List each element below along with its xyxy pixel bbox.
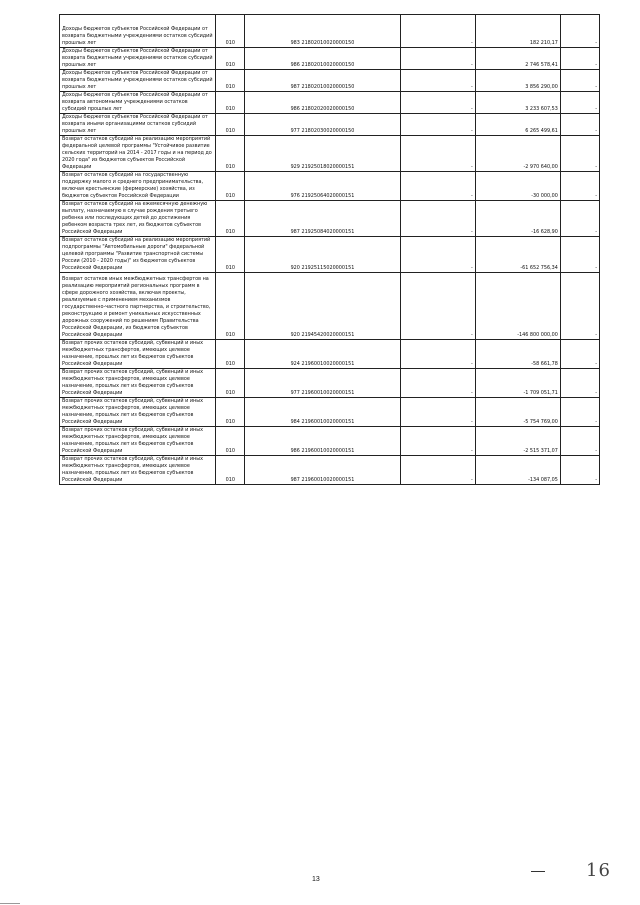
- row-budget-code-cell: [245, 398, 400, 427]
- row-remainder-text: -: [595, 106, 597, 112]
- row-budget-code-text: 987 21925084020000151: [290, 229, 355, 235]
- row-name-cell: [60, 136, 216, 172]
- row-budget-code-text: 987 21802010020000150: [290, 84, 355, 90]
- row-budget-code-cell: [245, 340, 400, 369]
- row-planned-cell: [400, 201, 475, 237]
- row-executed-cell: [475, 15, 560, 48]
- row-line-code-cell: [216, 273, 245, 340]
- row-remainder-text: -: [595, 332, 597, 338]
- row-planned-text: -: [470, 332, 473, 338]
- table-row: [60, 92, 600, 114]
- row-line-code-cell: [216, 48, 245, 70]
- row-name-text: Возврат прочих остатков субсидий, субвенций и иных межбюджетных трансфертов, имеющих целевое назначение, прошлых лет из бюджетов субъектов Российской Федерации: [62, 369, 204, 396]
- row-remainder-text: -: [595, 419, 597, 425]
- row-executed-text: -16 628,90: [531, 229, 558, 235]
- row-budget-code-text: 986 21802010020000150: [290, 62, 355, 68]
- row-budget-code-cell: [245, 92, 400, 114]
- row-planned-text: -: [470, 477, 473, 483]
- row-executed-cell: [475, 92, 560, 114]
- row-name-cell: [60, 114, 216, 136]
- row-executed-cell: [475, 114, 560, 136]
- row-planned-cell: [400, 92, 475, 114]
- row-name-text: Возврат остатков субсидий на реализацию мероприятий федеральной целевой программы "Устойчивое развитие сельских территорий на 2014 - 2017 годы и на период до 2020 года" из бюджетов субъектов Российской Федерации: [62, 136, 212, 170]
- budget-report-table: [59, 14, 600, 485]
- row-line-code-cell: [216, 172, 245, 201]
- row-remainder-text: -: [595, 164, 597, 170]
- row-remainder-text: -: [595, 229, 597, 235]
- row-executed-text: 182 210,17: [529, 40, 558, 46]
- row-budget-code-text: 977 21802030020000150: [290, 128, 355, 134]
- row-name-cell: [60, 237, 216, 273]
- row-executed-text: -58 661,78: [531, 361, 558, 367]
- row-remainder-cell: [560, 427, 599, 456]
- row-name-text: Возврат остатков субсидий на реализацию мероприятий подпрограммы "Автомобильные дороги" федеральной целевой программы "Развитие транспортной системы России (2010 - 2020 годы)" из бюджетов субъектов Российской Федерации: [62, 237, 211, 271]
- row-name-text: Доходы бюджетов субъектов Российской Федерации от возврата бюджетными учреждениями остатков субсидий прошлых лет: [62, 26, 213, 46]
- row-executed-cell: [475, 48, 560, 70]
- table-row: [60, 172, 600, 201]
- row-planned-text: -: [470, 62, 473, 68]
- row-line-code-cell: [216, 15, 245, 48]
- row-executed-cell: [475, 273, 560, 340]
- scan-edge-line: [0, 903, 20, 904]
- row-remainder-text: -: [595, 265, 597, 271]
- row-executed-cell: [475, 172, 560, 201]
- row-remainder-text: -: [595, 84, 597, 90]
- row-executed-cell: [475, 398, 560, 427]
- table-row: [60, 456, 600, 485]
- row-planned-cell: [400, 15, 475, 48]
- row-remainder-cell: [560, 398, 599, 427]
- row-budget-code-text: 920 21945420020000151: [290, 332, 355, 338]
- row-name-text: Доходы бюджетов субъектов Российской Федерации от возврата бюджетными учреждениями остатков субсидий прошлых лет: [62, 70, 213, 90]
- row-name-cell: [60, 48, 216, 70]
- row-budget-code-cell: [245, 273, 400, 340]
- row-budget-code-text: 986 21802020020000150: [290, 106, 355, 112]
- row-name-text: Доходы бюджетов субъектов Российской Федерации от возврата бюджетными учреждениями остатков субсидий прошлых лет: [62, 48, 213, 68]
- row-line-code-cell: [216, 237, 245, 273]
- row-budget-code-cell: [245, 172, 400, 201]
- row-planned-text: -: [470, 193, 473, 199]
- table-row: [60, 70, 600, 92]
- row-executed-cell: [475, 340, 560, 369]
- row-name-cell: [60, 273, 216, 340]
- row-budget-code-cell: [245, 369, 400, 398]
- row-planned-text: -: [470, 128, 473, 134]
- row-line-code-text: 010: [225, 390, 235, 396]
- row-budget-code-text: 986 21960010020000151: [290, 448, 355, 454]
- row-planned-text: -: [470, 448, 473, 454]
- footer-dash: [531, 871, 545, 872]
- row-remainder-text: -: [595, 477, 597, 483]
- table-row: [60, 48, 600, 70]
- row-line-code-text: 010: [225, 62, 235, 68]
- row-budget-code-cell: [245, 15, 400, 48]
- row-name-text: Возврат прочих остатков субсидий, субвенций и иных межбюджетных трансфертов, имеющих целевое назначение, прошлых лет из бюджетов субъектов Российской Федерации: [62, 398, 204, 425]
- row-name-text: Возврат остатков субсидий на государственную поддержку малого и среднего предпринимательства, включая крестьянские (фермерские) хозяйства, из бюджетов субъектов Российской Федерации: [62, 172, 204, 199]
- row-line-code-text: 010: [225, 332, 235, 338]
- row-executed-cell: [475, 136, 560, 172]
- table-row: [60, 398, 600, 427]
- row-planned-text: -: [470, 40, 473, 46]
- row-line-code-text: 010: [225, 477, 235, 483]
- row-line-code-text: 010: [225, 361, 235, 367]
- row-remainder-text: -: [595, 193, 597, 199]
- row-executed-text: -146 800 000,00: [517, 332, 558, 338]
- row-line-code-cell: [216, 427, 245, 456]
- row-budget-code-cell: [245, 456, 400, 485]
- row-remainder-cell: [560, 70, 599, 92]
- row-planned-cell: [400, 114, 475, 136]
- row-budget-code-cell: [245, 114, 400, 136]
- row-executed-text: -1 709 051,71: [523, 390, 558, 396]
- row-budget-code-cell: [245, 201, 400, 237]
- row-line-code-cell: [216, 340, 245, 369]
- row-remainder-cell: [560, 369, 599, 398]
- row-budget-code-text: 924 21960010020000151: [290, 361, 355, 367]
- row-line-code-cell: [216, 398, 245, 427]
- row-line-code-cell: [216, 456, 245, 485]
- row-remainder-cell: [560, 456, 599, 485]
- row-planned-text: -: [470, 84, 473, 90]
- row-name-text: Доходы бюджетов субъектов Российской Федерации от возврата автономными учреждениями остатков субсидий прошлых лет: [62, 92, 208, 112]
- table-row: [60, 369, 600, 398]
- row-budget-code-cell: [245, 136, 400, 172]
- row-line-code-text: 010: [225, 128, 235, 134]
- row-planned-cell: [400, 427, 475, 456]
- row-planned-cell: [400, 456, 475, 485]
- row-executed-text: -2 970 640,00: [523, 164, 558, 170]
- row-name-text: Возврат прочих остатков субсидий, субвенций и иных межбюджетных трансфертов, имеющих целевое назначение, прошлых лет из бюджетов субъектов Российской Федерации: [62, 456, 204, 483]
- table-row: [60, 237, 600, 273]
- row-executed-text: -134 087,05: [528, 477, 558, 483]
- row-remainder-text: -: [595, 361, 597, 367]
- row-line-code-text: 010: [225, 448, 235, 454]
- report-table-container: [59, 14, 600, 485]
- row-line-code-text: 010: [225, 106, 235, 112]
- row-line-code-cell: [216, 70, 245, 92]
- row-name-cell: [60, 427, 216, 456]
- row-executed-text: 3 856 290,00: [525, 84, 558, 90]
- row-planned-cell: [400, 340, 475, 369]
- row-remainder-cell: [560, 237, 599, 273]
- row-executed-cell: [475, 369, 560, 398]
- row-planned-cell: [400, 237, 475, 273]
- row-planned-cell: [400, 398, 475, 427]
- row-line-code-text: 010: [225, 164, 235, 170]
- row-line-code-text: 010: [225, 40, 235, 46]
- row-line-code-cell: [216, 92, 245, 114]
- row-remainder-text: -: [595, 390, 597, 396]
- row-planned-text: -: [470, 265, 473, 271]
- table-row: [60, 340, 600, 369]
- row-budget-code-text: 987 21960010020000151: [290, 477, 355, 483]
- row-remainder-text: -: [595, 128, 597, 134]
- row-budget-code-cell: [245, 48, 400, 70]
- row-name-text: Доходы бюджетов субъектов Российской Федерации от возврата иными организациями остатков субсидий прошлых лет: [62, 114, 208, 134]
- row-name-text: Возврат остатков иных межбюджетных трансфертов на реализацию мероприятий региональных программ в сфере дорожного хозяйства, включая проекты, реализуемые с применением механизмов государственно-частного партнерства, и строительство, реконструкцию и ремонт уникальных искусственных дорожных сооружений по решениям Правительства Российской Федерации, из бюджетов субъектов Российской Федерации: [62, 276, 211, 338]
- row-remainder-text: -: [595, 448, 597, 454]
- row-name-cell: [60, 340, 216, 369]
- handwritten-page-number: 16: [586, 860, 611, 881]
- row-budget-code-text: 976 21925064020000151: [290, 193, 355, 199]
- row-executed-text: -2 515 371,07: [523, 448, 558, 454]
- row-line-code-text: 010: [225, 229, 235, 235]
- page-number: 13: [312, 876, 320, 883]
- row-executed-text: 6 265 499,61: [525, 128, 558, 134]
- row-budget-code-cell: [245, 237, 400, 273]
- row-planned-text: -: [470, 419, 473, 425]
- row-line-code-cell: [216, 201, 245, 237]
- table-body: [60, 15, 600, 485]
- row-name-cell: [60, 398, 216, 427]
- row-planned-cell: [400, 369, 475, 398]
- row-planned-cell: [400, 48, 475, 70]
- row-remainder-cell: [560, 201, 599, 237]
- row-executed-cell: [475, 456, 560, 485]
- row-name-cell: [60, 70, 216, 92]
- row-executed-text: -30 000,00: [531, 193, 558, 199]
- row-budget-code-text: 983 21802010020000150: [290, 40, 355, 46]
- row-executed-text: 2 746 578,41: [525, 62, 558, 68]
- row-line-code-text: 010: [225, 84, 235, 90]
- row-name-cell: [60, 92, 216, 114]
- table-row: [60, 273, 600, 340]
- row-name-cell: [60, 201, 216, 237]
- row-budget-code-cell: [245, 70, 400, 92]
- row-line-code-cell: [216, 114, 245, 136]
- row-name-text: Возврат остатков субсидий на ежемесячную денежную выплату, назначаемую в случае рождения третьего ребенка или последующих детей до достижения ребенком возраста трех лет, из бюджетов субъектов Российской Федерации: [62, 201, 208, 235]
- row-planned-cell: [400, 273, 475, 340]
- row-line-code-text: 010: [225, 193, 235, 199]
- row-remainder-text: -: [595, 62, 597, 68]
- row-name-text: Возврат прочих остатков субсидий, субвенций и иных межбюджетных трансфертов, имеющих целевое назначение, прошлых лет из бюджетов субъектов Российской Федерации: [62, 427, 204, 454]
- row-line-code-cell: [216, 136, 245, 172]
- row-budget-code-text: 984 21960010020000151: [290, 419, 355, 425]
- row-executed-text: 3 233 607,53: [525, 106, 558, 112]
- row-budget-code-text: 929 21925018020000151: [290, 164, 355, 170]
- row-planned-text: -: [470, 106, 473, 112]
- table-row: [60, 201, 600, 237]
- row-executed-cell: [475, 70, 560, 92]
- row-executed-cell: [475, 427, 560, 456]
- row-remainder-cell: [560, 136, 599, 172]
- row-remainder-cell: [560, 340, 599, 369]
- row-line-code-cell: [216, 369, 245, 398]
- row-name-text: Возврат прочих остатков субсидий, субвенций и иных межбюджетных трансфертов, имеющих целевое назначение, прошлых лет из бюджетов субъектов Российской Федерации: [62, 340, 204, 367]
- row-name-cell: [60, 369, 216, 398]
- row-planned-text: -: [470, 164, 473, 170]
- row-planned-cell: [400, 70, 475, 92]
- row-remainder-cell: [560, 273, 599, 340]
- row-planned-text: -: [470, 390, 473, 396]
- row-remainder-cell: [560, 114, 599, 136]
- row-remainder-cell: [560, 48, 599, 70]
- row-name-cell: [60, 172, 216, 201]
- row-planned-text: -: [470, 361, 473, 367]
- row-executed-text: -61 652 756,34: [520, 265, 558, 271]
- row-executed-cell: [475, 201, 560, 237]
- row-line-code-text: 010: [225, 419, 235, 425]
- row-planned-cell: [400, 172, 475, 201]
- row-remainder-cell: [560, 15, 599, 48]
- row-remainder-cell: [560, 92, 599, 114]
- table-row: [60, 136, 600, 172]
- row-planned-text: -: [470, 229, 473, 235]
- table-row: [60, 427, 600, 456]
- table-row: [60, 114, 600, 136]
- row-budget-code-text: 920 21925115020000151: [290, 265, 355, 271]
- row-remainder-cell: [560, 172, 599, 201]
- row-name-cell: [60, 456, 216, 485]
- row-name-cell: [60, 15, 216, 48]
- row-executed-text: -5 754 769,00: [523, 419, 558, 425]
- row-budget-code-cell: [245, 427, 400, 456]
- table-row: [60, 15, 600, 48]
- row-executed-cell: [475, 237, 560, 273]
- row-line-code-text: 010: [225, 265, 235, 271]
- row-planned-cell: [400, 136, 475, 172]
- row-remainder-text: -: [595, 40, 597, 46]
- row-budget-code-text: 977 21960010020000151: [290, 390, 355, 396]
